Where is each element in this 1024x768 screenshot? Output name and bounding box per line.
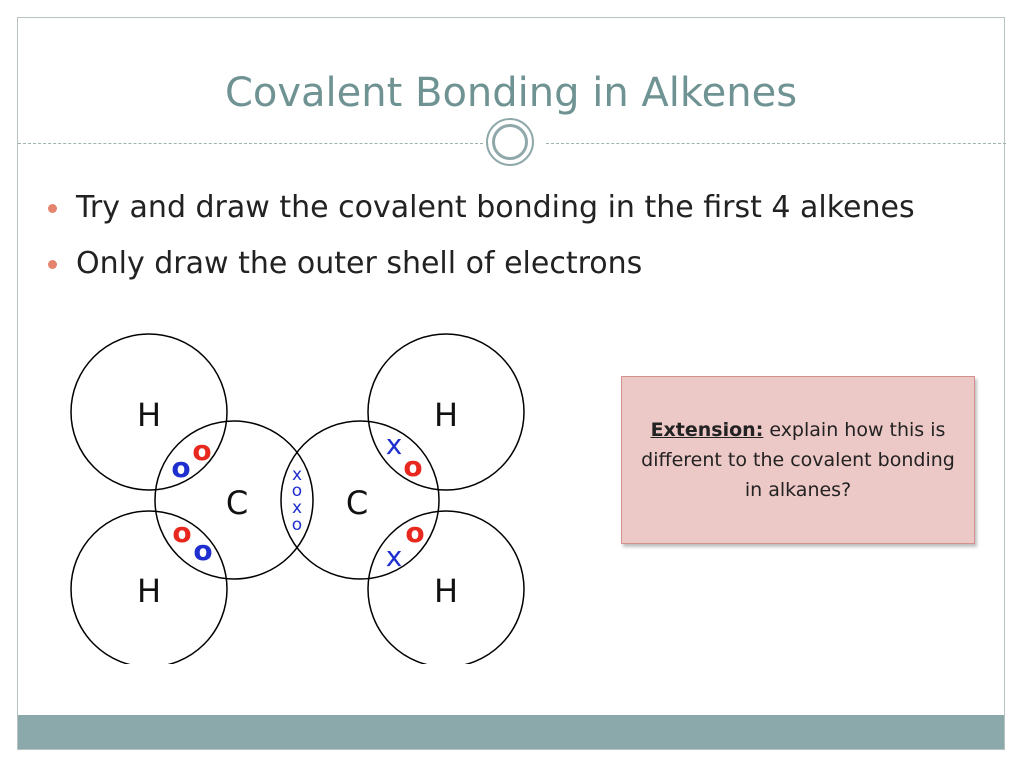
- electron-blue: x: [385, 540, 403, 573]
- bullet-dot-icon: [48, 260, 57, 269]
- bullet-item: [48, 236, 915, 292]
- bullet-text: Only draw the outer shell of electrons: [76, 246, 643, 281]
- electron-blue: o: [193, 534, 213, 567]
- electron-blue: o: [171, 451, 191, 484]
- atom-h-label: H: [433, 396, 459, 434]
- atom-h-label: H: [433, 572, 459, 610]
- shared-electron: o: [291, 515, 303, 535]
- electron-blue: x: [385, 428, 403, 461]
- electron-red: o: [192, 434, 212, 467]
- title-divider-right: [546, 143, 1006, 144]
- extension-label: Extension:: [650, 419, 764, 441]
- electron-red: o: [405, 516, 425, 549]
- atom-h-label: H: [136, 572, 162, 610]
- extension-text: explain how this is different to the covalent bonding in alkanes?: [641, 419, 955, 501]
- shared-electron: x: [291, 498, 303, 518]
- shared-electron: o: [291, 481, 303, 501]
- atom-c-label: C: [225, 484, 249, 522]
- electron-red: o: [403, 450, 423, 483]
- electron-red: o: [172, 516, 192, 549]
- atom-h-label: H: [136, 396, 162, 434]
- extension-box: [621, 376, 975, 544]
- bullet-list: [48, 180, 915, 292]
- title-divider-left: [18, 143, 483, 144]
- slide: [17, 17, 1005, 750]
- divider-ring-icon: [486, 118, 534, 166]
- bullet-text: Try and draw the covalent bonding in the first 4 alkenes: [76, 190, 915, 225]
- footer-bar: [18, 715, 1004, 749]
- atom-c-label: C: [345, 484, 369, 522]
- ethene-bonding-diagram: [63, 314, 583, 664]
- bullet-dot-icon: [48, 204, 57, 213]
- slide-title: Covalent Bonding in Alkenes: [224, 70, 798, 116]
- extension-text-block: [640, 415, 956, 505]
- bullet-item: [48, 180, 915, 236]
- shared-electron: x: [291, 465, 303, 485]
